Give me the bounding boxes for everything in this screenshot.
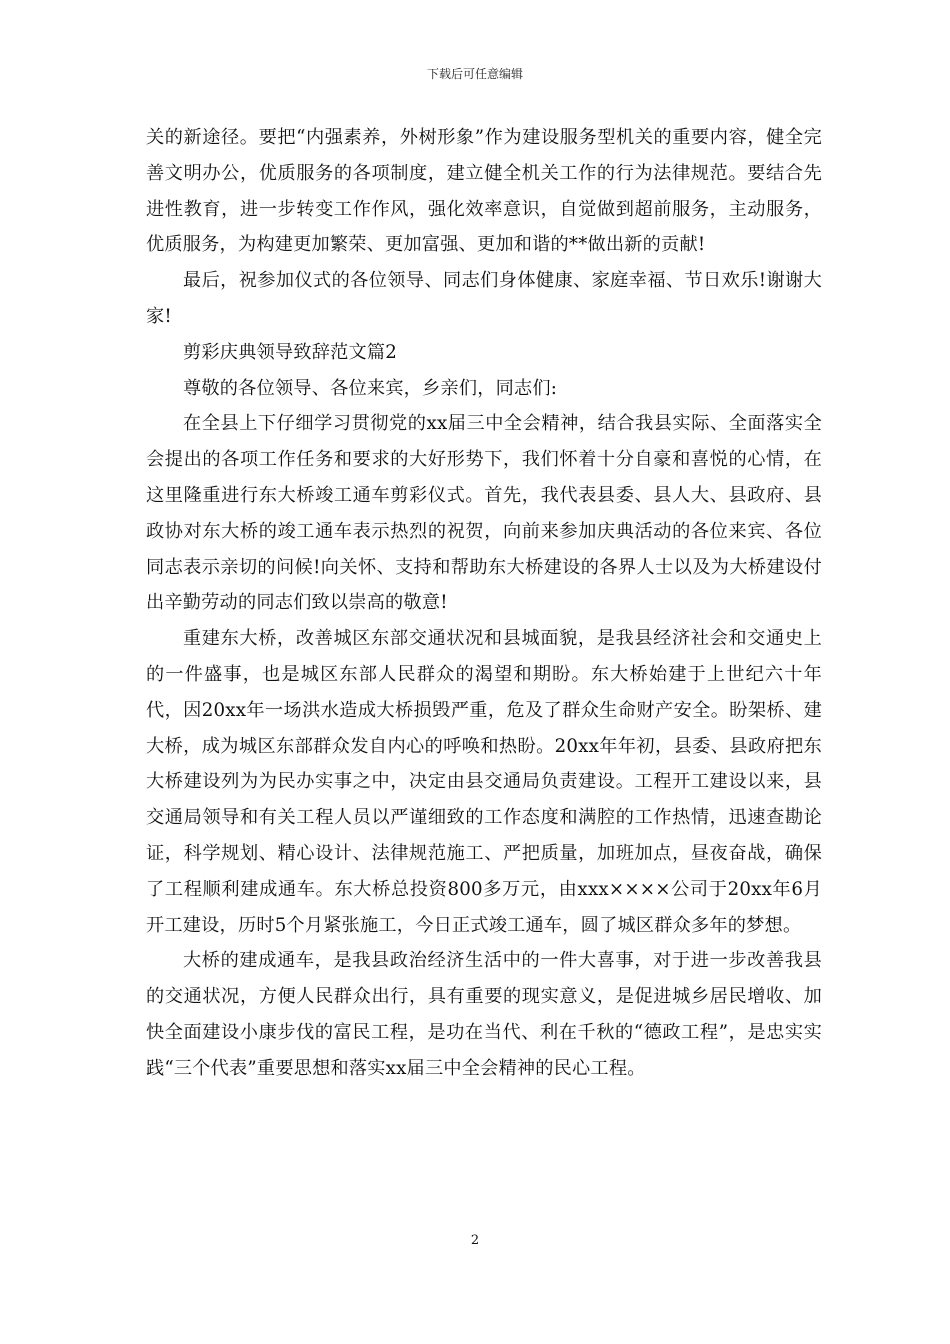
paragraph-bridge-history: 重建东大桥，改善城区东部交通状况和县城面貌，是我县经济社会和交通史上的一件盛事，也是城区东部人民群众的渴望和期盼。东大桥始建于上世纪六十年代，因20xx年一场洪水造成大桥损毁严重，危及了群众生命财产安全。盼架桥、建大桥，成为城区东部群众发自内心的呼唤和热盼。20xx年年初，县委、县政府把东大桥建设列为为民办实事之中，决定由县交通局负责建设。工程开工建设以来，县交通局领导和有关工程人员以严谨细致的工作态度和满腔的工作热情，迅速查勘论证，科学规划、精心设计、法律规范施工、严把质量，加班加点，昼夜奋战，确保了工程顺利建成通车。东大桥总投资800多万元，由xxx××××公司于20xx年6月开工建设，历时5个月紧张施工，今日正式竣工通车，圆了城区群众多年的梦想。: [146, 628, 822, 936]
section-heading: 剪彩庆典领导致辞范文篇2: [183, 341, 398, 363]
page-header-note: 下载后可任意编辑: [426, 67, 523, 81]
salutation: 尊敬的各位领导、各位来宾，乡亲们，同志们:: [183, 377, 558, 399]
page-number: 2: [470, 1233, 480, 1248]
paragraph-significance: 大桥的建成通车，是我县政治经济生活中的一件大喜事，对于进一步改善我县的交通状况，方便人民群众出行，具有重要的现实意义，是促进城乡居民增收、加快全面建设小康步伐的富民工程，是功在当代、利在千秋的“德政工程”，是忠实实践“三个代表”重要思想和落实xx届三中全会精神的民心工程。: [146, 950, 822, 1079]
paragraph-closing: 最后，祝参加仪式的各位领导、同志们身体健康、家庭幸福、节日欢乐!谢谢大家!: [146, 270, 822, 327]
paragraph-continuation: 关的新途径。要把“内强素养，外树形象”作为建设服务型机关的重要内容，健全完善文明办公，优质服务的各项制度，建立健全机关工作的行为法律规范。要结合先进性教育，进一步转变工作作风，强化效率意识，自觉做到超前服务，主动服务，优质服务，为构建更加繁荣、更加富强、更加和谐的**做出新的贡献!: [146, 127, 822, 256]
document-body: [146, 120, 822, 1087]
paragraph-intro: 在全县上下仔细学习贯彻党的xx届三中全会精神，结合我县实际、全面落实全会提出的各项工作任务和要求的大好形势下，我们怀着十分自豪和喜悦的心情，在这里隆重进行东大桥竣工通车剪彩仪式。首先，我代表县委、县人大、县政府、县政协对东大桥的竣工通车表示热烈的祝贺，向前来参加庆典活动的各位来宾、各位同志表示亲切的问候!向关怀、支持和帮助东大桥建设的各界人士以及为大桥建设付出辛勤劳动的同志们致以崇高的敬意!: [146, 413, 822, 614]
